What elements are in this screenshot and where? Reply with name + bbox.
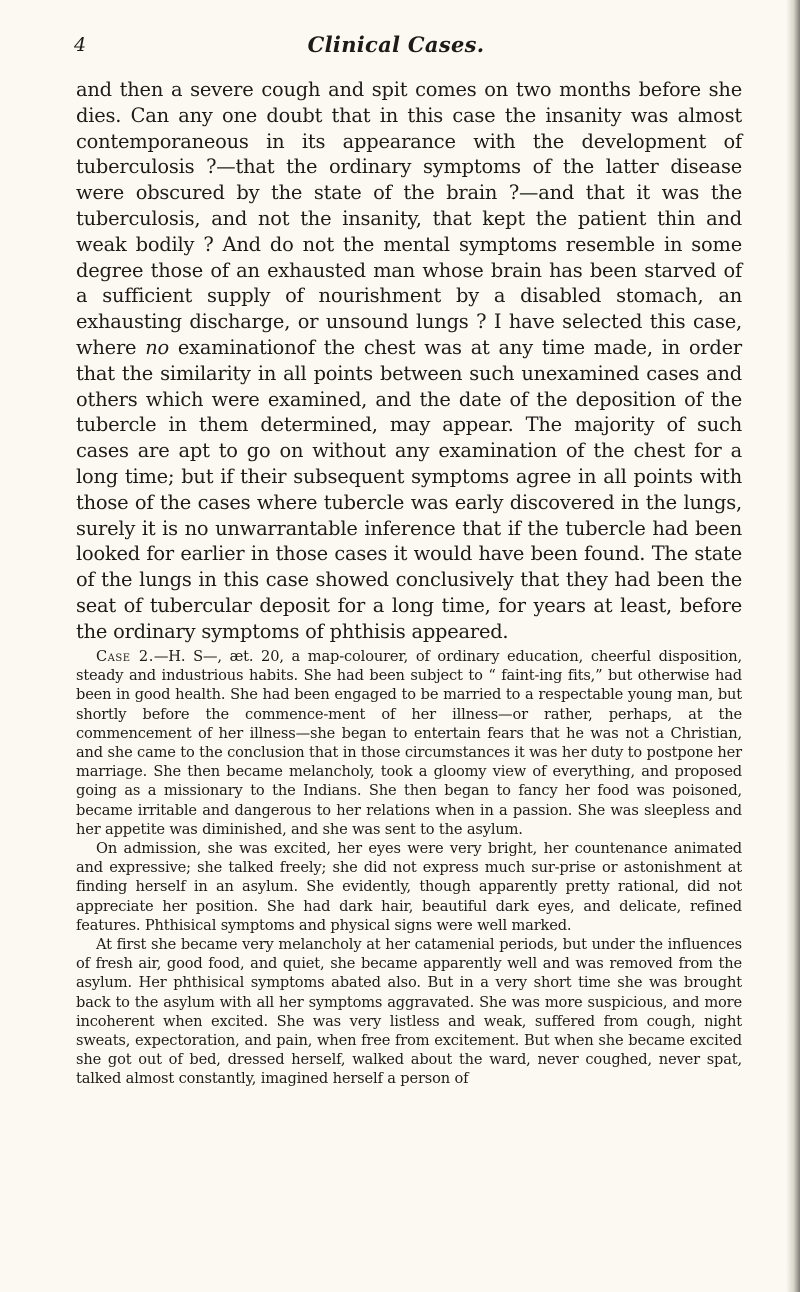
case-paragraph-3: At first she became very melancholy at her catamenial periods, but under the influences of fresh air, good food, and quiet, she became apparently well and was removed from the asylum. Her phthisical symptoms abated also. But in a very short time she was brought back to the asylum with all her symptoms aggravated. She was more suspicious, and more incoherent when excited. She was very listless and weak, suffered from cough, night sweats, expectoration, and pain, when free from excitement. But when she became excited she got out of bed, dressed herself, walked about the ward, never coughed, never spat, talked almost constantly, imagined herself a person of: [76, 936, 742, 1088]
main-text: [76, 77, 742, 645]
case-report: [76, 647, 742, 1089]
case-paragraph-1-text: —H. S—, æt. 20, a map-colourer, of ordinary education, cheerful disposition, steady and industrious habits. She had been subject to “ faint-ing fits,” but otherwise had been in good health. She had been engaged to be married to a respectable young man, but shortly before the commence-ment of her illness—or rather, perhaps, at the commencement of her illness—she began to entertain fears that he was not a Christian, and she came to the conclusion that in those circumstances it was her duty to postpone her marriage. She then became melancholy, took a gloomy view of everything, and proposed going as a missionary to the Indians. She then began to fancy her food was poisoned, became irritable and dangerous to her relations when in a passion. She was sleepless and her appetite was diminished, and she was sent to the asylum.: [76, 648, 743, 838]
page-number: 4: [74, 34, 87, 56]
main-paragraph-part-b: examinationof the chest was at any time made, in order that the similarity in all points between such unexamined cases and others which were examined, and the date of the deposition of the tubercle in them determined, may appear. The majority of such cases are apt to go on without any examination of the chest for a long time; but if their subsequent symptoms agree in all points with those of the cases where tubercle was early discovered in the lungs, surely it is no unwarrantable inference that if the tubercle had been looked for earlier in those cases it would have been found. The state of the lungs in this case showed conclusively that they had been the seat of tubercular deposit for a long time, for years at least, before the ordinary symptoms of phthisis appeared.: [76, 335, 742, 643]
case-paragraph-1: [76, 647, 742, 839]
running-head: Clinical Cases.: [307, 32, 485, 57]
main-paragraph-emphasis: no: [145, 335, 169, 359]
page-header: [62, 28, 730, 62]
case-label: Case 2.: [96, 648, 154, 665]
case-paragraph-2: On admission, she was excited, her eyes were very bright, her countenance animated and expressive; she talked freely; she did not express much sur-prise or astonishment at finding herself in an asylum. She evidently, though apparently pretty rational, did not appreciate her position. She had dark hair, beautiful dark eyes, and delicate, refined features. Phthisical symptoms and physical signs were well marked.: [76, 840, 742, 934]
page-edge-shadow: [786, 0, 800, 1292]
main-paragraph-part-a: and then a severe cough and spit comes on two months before she dies. Can any one doubt that in this case the insanity was almost contemporaneous in its appearance with the development of tuberculosis ?—that the ordinary symptoms of the latter disease were obscured by the state of the brain ?—and that it was the tuberculosis, and not the insanity, that kept the patient thin and weak bodily ? And do not the mental symptoms resemble in some degree those of an exhausted man whose brain has been starved of a sufficient supply of nourishment by a disabled stomach, an exhausting discharge, or unsound lungs ? I have selected this case, where: [76, 78, 742, 359]
main-paragraph: [76, 77, 742, 645]
